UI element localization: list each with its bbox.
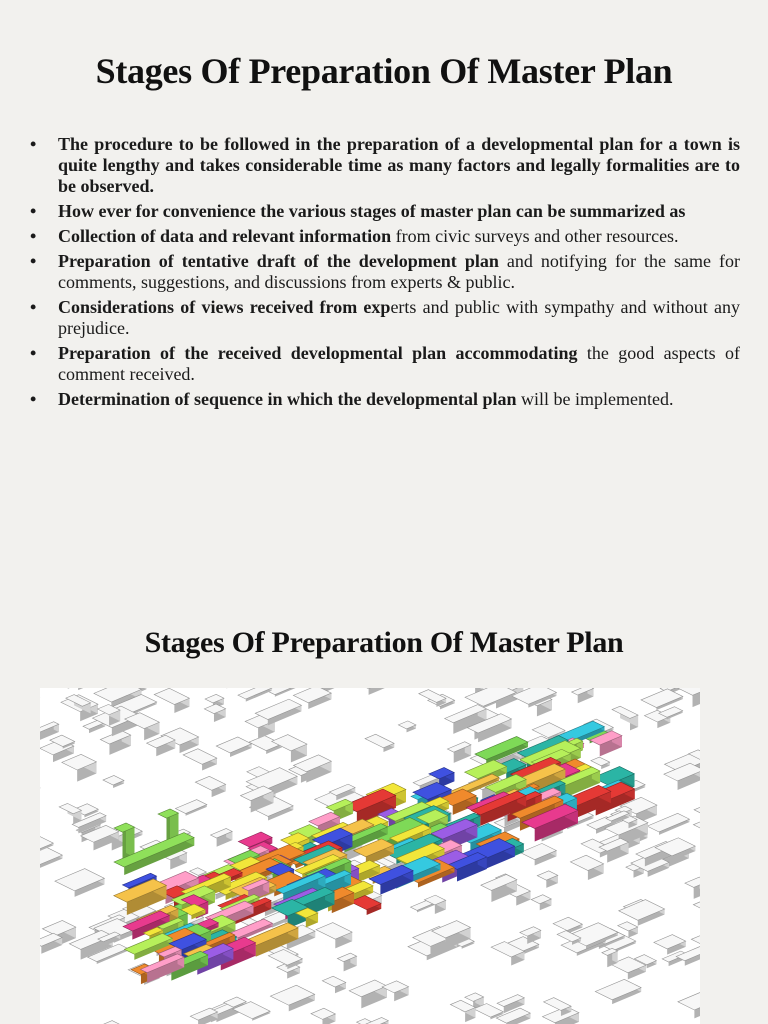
context-building [55,869,105,891]
bullet-dot-icon: • [30,251,37,271]
city-model-illustration [40,688,700,1024]
context-building [102,1021,130,1024]
context-building [693,900,700,913]
context-building [641,689,683,708]
context-building [175,800,206,814]
bullet-item [30,343,740,385]
bullet-item [30,389,740,410]
bullet-bold-text: The procedure to be followed in the preparation of a developmental plan for a town is quite lengthy and takes considerable time as many factors and legally formalities are to be observed. [58,134,740,196]
bullet-item [30,134,740,197]
bullet-bold-text: Considerations of views received from exp [58,297,391,317]
slide-2 [0,580,768,1024]
context-building [678,989,700,1010]
bullet-item [30,251,740,293]
slide-1-title: Stages Of Preparation Of Master Plan [95,51,673,91]
bullet-item [30,226,740,247]
bullet-bold-text: Collection of data and relevant information [58,226,392,246]
context-building [216,737,251,753]
bullet-dot-icon: • [30,297,37,317]
bullet-dot-icon: • [30,389,37,409]
context-building [691,926,700,947]
context-building [369,688,400,695]
bullet-text: erts and public with sympathy and without any prejudice. [58,297,740,338]
context-building [693,812,700,832]
bullet-item [30,297,740,339]
bullet-dot-icon: • [30,343,37,363]
bullet-text: from civic surveys and other resources. [391,226,679,246]
context-building [694,796,700,817]
bullet-bold-text: Preparation of the received developmental plan accommodating [58,343,578,363]
bullet-list [30,134,740,414]
context-building [595,979,641,999]
bullet-dot-icon: • [30,226,37,246]
bullet-item [30,201,740,222]
bullet-dot-icon: • [30,134,37,154]
bullet-dot-icon: • [30,201,37,221]
slide-2-title: Stages Of Preparation Of Master Plan [144,626,624,659]
bullet-bold-text: How ever for convenience the various stages of master plan can be summarized as [58,201,686,221]
bullet-bold-text: Determination of sequence in which the developmental plan [58,389,517,409]
master-plan-model-image [40,688,700,1024]
bullet-text: and notifying for the same for comments, suggestions, and discussions from experts & public. [58,251,741,292]
bullet-text: the good aspects of comment received. [58,343,740,384]
bullet-text: will be implemented. [516,389,674,409]
context-building [685,877,700,887]
bullet-bold-text: Preparation of tentative draft of the development plan [58,251,499,271]
